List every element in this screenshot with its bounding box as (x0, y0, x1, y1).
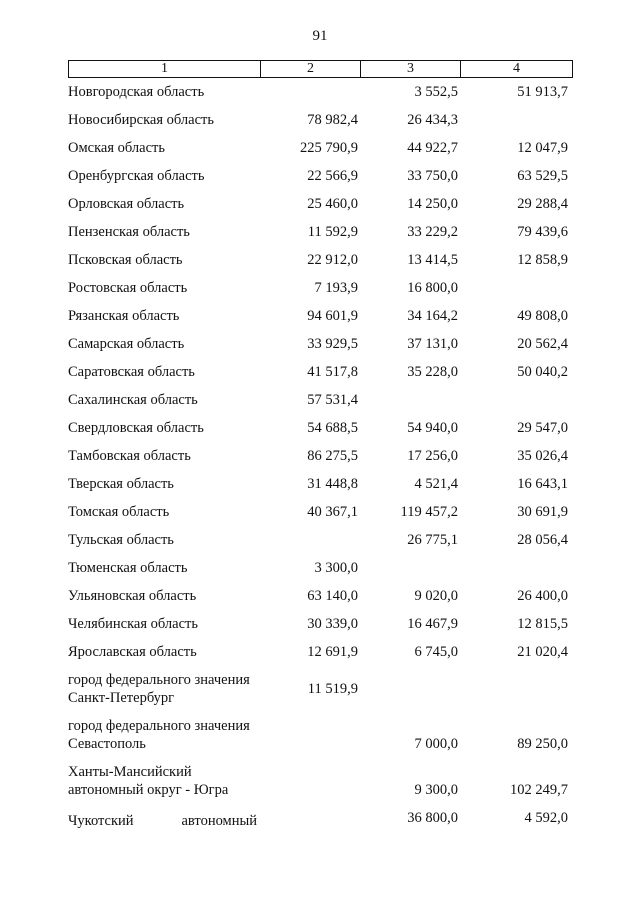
col2-value: 86 275,5 (307, 448, 358, 464)
col3-value: 9 300,0 (414, 782, 458, 798)
col2-value: 41 517,8 (307, 364, 358, 380)
table-row (0, 190, 640, 218)
col3-value: 26 775,1 (407, 532, 458, 548)
col4-value: 26 400,0 (517, 588, 568, 604)
col3-value: 119 457,2 (400, 504, 458, 520)
region-name: Пензенская область (68, 224, 190, 240)
col4-value: 20 562,4 (517, 336, 568, 352)
col2-value: 63 140,0 (307, 588, 358, 604)
col4-value: 29 547,0 (517, 420, 568, 436)
region-name: Тамбовская область (68, 448, 191, 464)
table-row (0, 274, 640, 302)
table-row (0, 666, 640, 712)
table-row (0, 470, 640, 498)
table-row (0, 414, 640, 442)
region-name: Тверская область (68, 476, 174, 492)
col4-value: 35 026,4 (517, 448, 568, 464)
col4-value: 102 249,7 (510, 782, 568, 798)
region-name-word1: Чукотский (68, 813, 134, 829)
table-row (0, 554, 640, 582)
column-header-4: 4 (461, 61, 573, 78)
table-row (0, 134, 640, 162)
region-name (68, 763, 268, 799)
col3-value: 4 521,4 (414, 476, 458, 492)
col3-value: 54 940,0 (407, 420, 458, 436)
col2-value: 78 982,4 (307, 112, 358, 128)
region-name (68, 717, 268, 753)
col2-value: 30 339,0 (307, 616, 358, 632)
col3-value: 6 745,0 (414, 644, 458, 660)
column-header-2: 2 (261, 61, 361, 78)
region-name: Челябинская область (68, 616, 198, 632)
table-row (0, 442, 640, 470)
col4-value: 89 250,0 (517, 736, 568, 752)
col4-value: 4 592,0 (524, 810, 568, 826)
col4-value: 16 643,1 (517, 476, 568, 492)
col3-value: 13 414,5 (407, 252, 458, 268)
page-number: 91 (312, 28, 328, 44)
col2-value: 33 929,5 (307, 336, 358, 352)
col3-value: 26 434,3 (407, 112, 458, 128)
col3-value: 16 800,0 (407, 280, 458, 296)
col2-value: 40 367,1 (307, 504, 358, 520)
table-row (0, 498, 640, 526)
col2-value: 22 566,9 (307, 168, 358, 184)
col2-value: 54 688,5 (307, 420, 358, 436)
region-name: Ульяновская область (68, 588, 197, 604)
table-row (0, 804, 640, 834)
region-name-line2: автономный округ - Югра (68, 782, 229, 798)
region-name (68, 812, 257, 830)
region-name-word2: автономный (181, 813, 257, 829)
col4-value: 28 056,4 (517, 532, 568, 548)
col2-value: 11 592,9 (307, 224, 358, 240)
col3-value: 36 800,0 (407, 810, 458, 826)
table-row (0, 582, 640, 610)
col3-value: 35 228,0 (407, 364, 458, 380)
table-row (0, 218, 640, 246)
col2-value: 57 531,4 (307, 392, 358, 408)
region-name: Сахалинская область (68, 392, 198, 408)
col3-value: 33 750,0 (407, 168, 458, 184)
region-name: Новгородская область (68, 84, 205, 100)
col4-value: 12 858,9 (517, 252, 568, 268)
region-name: Тюменская область (68, 560, 188, 576)
col3-value: 37 131,0 (407, 336, 458, 352)
region-name-line1: город федерального значения (68, 718, 250, 734)
table-row (0, 358, 640, 386)
table-row (0, 638, 640, 666)
col2-value: 7 193,9 (314, 280, 358, 296)
col2-value: 11 519,9 (307, 681, 358, 697)
region-name (68, 671, 268, 707)
region-name: Саратовская область (68, 364, 195, 380)
region-name: Псковская область (68, 252, 183, 268)
col4-value: 12 815,5 (517, 616, 568, 632)
region-name-line1: город федерального значения (68, 672, 250, 688)
col4-value: 49 808,0 (517, 308, 568, 324)
table-row (0, 78, 640, 106)
table-row (0, 712, 640, 758)
table-row (0, 758, 640, 804)
col2-value: 225 790,9 (300, 140, 358, 156)
table-row (0, 610, 640, 638)
col4-value: 63 529,5 (517, 168, 568, 184)
col4-value: 30 691,9 (517, 504, 568, 520)
col3-value: 17 256,0 (407, 448, 458, 464)
col3-value: 3 552,5 (414, 84, 458, 100)
col2-value: 31 448,8 (307, 476, 358, 492)
column-header-1: 1 (69, 61, 261, 78)
col3-value: 14 250,0 (407, 196, 458, 212)
region-name: Омская область (68, 140, 165, 156)
table-row (0, 106, 640, 134)
region-name: Орловская область (68, 196, 185, 212)
col4-value: 12 047,9 (517, 140, 568, 156)
col4-value: 79 439,6 (517, 224, 568, 240)
col2-value: 22 912,0 (307, 252, 358, 268)
table-row (0, 246, 640, 274)
table-row (0, 302, 640, 330)
table-row (0, 526, 640, 554)
col2-value: 3 300,0 (314, 560, 358, 576)
column-header-3: 3 (361, 61, 461, 78)
table-row (0, 330, 640, 358)
col3-value: 7 000,0 (414, 736, 458, 752)
region-name-line2: Санкт-Петербург (68, 690, 175, 706)
col2-value: 12 691,9 (307, 644, 358, 660)
region-name-line1: Ханты-Мансийский (68, 764, 192, 780)
col3-value: 16 467,9 (407, 616, 458, 632)
col2-value: 25 460,0 (307, 196, 358, 212)
region-name: Рязанская область (68, 308, 180, 324)
region-name: Свердловская область (68, 420, 204, 436)
col3-value: 33 229,2 (407, 224, 458, 240)
col4-value: 50 040,2 (517, 364, 568, 380)
col3-value: 44 922,7 (407, 140, 458, 156)
region-name: Тульская область (68, 532, 174, 548)
region-name: Оренбургская область (68, 168, 205, 184)
col3-value: 34 164,2 (407, 308, 458, 324)
col2-value: 94 601,9 (307, 308, 358, 324)
region-name: Самарская область (68, 336, 185, 352)
region-name: Новосибирская область (68, 112, 214, 128)
column-header-table (68, 60, 573, 78)
col4-value: 29 288,4 (517, 196, 568, 212)
table-row (0, 386, 640, 414)
col4-value: 51 913,7 (517, 84, 568, 100)
region-name: Ярославская область (68, 644, 197, 660)
region-name-line2: Севастополь (68, 736, 146, 752)
col4-value: 21 020,4 (517, 644, 568, 660)
table-row (0, 162, 640, 190)
col3-value: 9 020,0 (414, 588, 458, 604)
table-body (0, 78, 640, 834)
region-name: Ростовская область (68, 280, 188, 296)
region-name: Томская область (68, 504, 170, 520)
